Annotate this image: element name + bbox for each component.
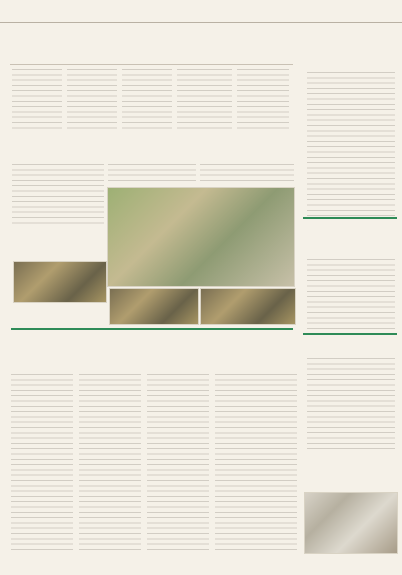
section-separator [11, 328, 293, 330]
page-header [0, 0, 402, 23]
main-story-col-2 [79, 374, 141, 552]
side-story-3-text [307, 358, 395, 452]
lead-column-1 [12, 69, 62, 129]
lead-column-5 [237, 69, 289, 129]
lead-rule [10, 64, 293, 65]
photo-story-photo-main [107, 187, 295, 287]
side-separator-2 [303, 333, 397, 335]
photo-story-text-mid [108, 164, 196, 184]
photo-story-text-left [12, 164, 104, 224]
main-story-col-3 [147, 374, 209, 552]
side-separator-1 [303, 217, 397, 219]
newspaper-logo [345, 4, 397, 16]
lead-column-4 [177, 69, 232, 129]
side-photo-eggs [304, 492, 398, 554]
main-story-col-4 [215, 374, 297, 552]
photo-story-photo-small-1 [13, 261, 107, 303]
photo-story-credit [20, 156, 120, 160]
main-story-title [11, 355, 297, 370]
photo-story-photo-small-3 [200, 288, 296, 325]
lead-column-2 [67, 69, 117, 129]
photo-story-text-right [200, 164, 294, 184]
lead-column-3 [122, 69, 172, 129]
main-story-col-1 [11, 374, 73, 552]
photo-story-title [12, 137, 112, 155]
side-story-2-text [307, 259, 395, 329]
photo-story-photo-small-2 [109, 288, 199, 325]
side-story-1-text [307, 72, 395, 216]
